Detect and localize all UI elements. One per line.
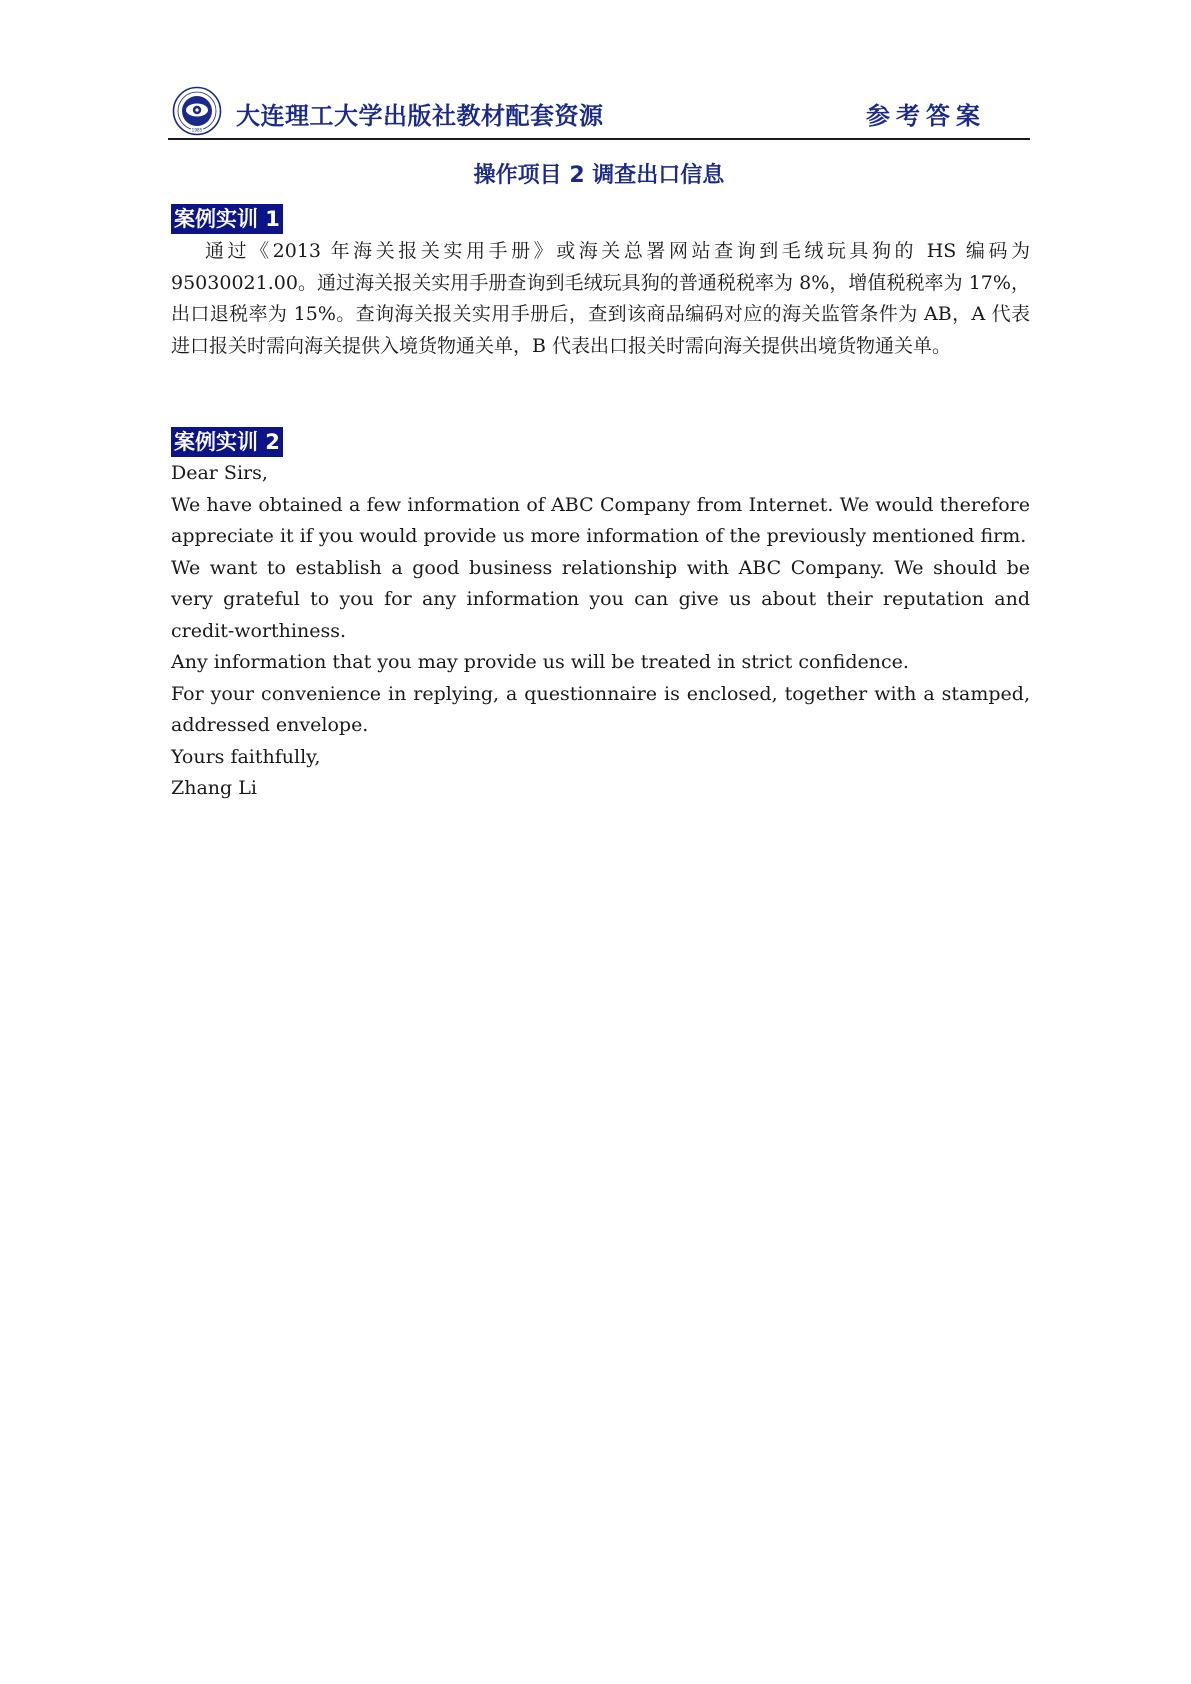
publisher-logo-icon [172,86,222,136]
reference-answer-label: 参考答案 [866,102,986,130]
letter-signature: Zhang Li [171,777,257,799]
page-header [168,84,1030,140]
logo-year: 1985 [191,127,203,133]
letter-paragraph: Any information that you may provide us will be treated in strict confidence. [171,651,909,673]
publisher-name: 大连理工大学出版社教材配套资源 [236,102,604,130]
letter-salutation: Dear Sirs, [171,462,268,484]
header-divider [168,138,1030,140]
case-1-text: 通过《2013 年海关报关实用手册》或海关总署网站查询到毛绒玩具狗的 HS 编码为 95030021.00。通过海关报关实用手册查询到毛绒玩具狗的普通税税率为 8%，增值税税率为 17%，出口退税率为 15%。查询海关报关实用手册后，查到该商品编码对应的海关监管条件为 AB，A 代表进口报关时需向海关提供入境货物通关单，B 代表出口报关时需向海关提供出境货物通关单。 [171,240,1030,357]
case-2-letter [171,458,1030,805]
letter-paragraph: We have obtained a few information of ABC Company from Internet. We would therefore appreciate it if you would provide us more information of the previously mentioned firm. [171,493,1030,547]
letter-paragraph: We want to establish a good business relationship with ABC Company. We should be very grateful to you for any information you can give us about their reputation and credit-worthiness. [171,556,1030,642]
page-title: 操作项目 2 调查出口信息 [473,163,725,188]
case-1-label: 案例实训 1 [171,204,283,234]
case-2-label: 案例实训 2 [171,427,283,457]
letter-paragraph: For your convenience in replying, a questionnaire is enclosed, together with a stamped, addressed envelope. [171,682,1030,736]
letter-closing: Yours faithfully, [171,745,321,768]
